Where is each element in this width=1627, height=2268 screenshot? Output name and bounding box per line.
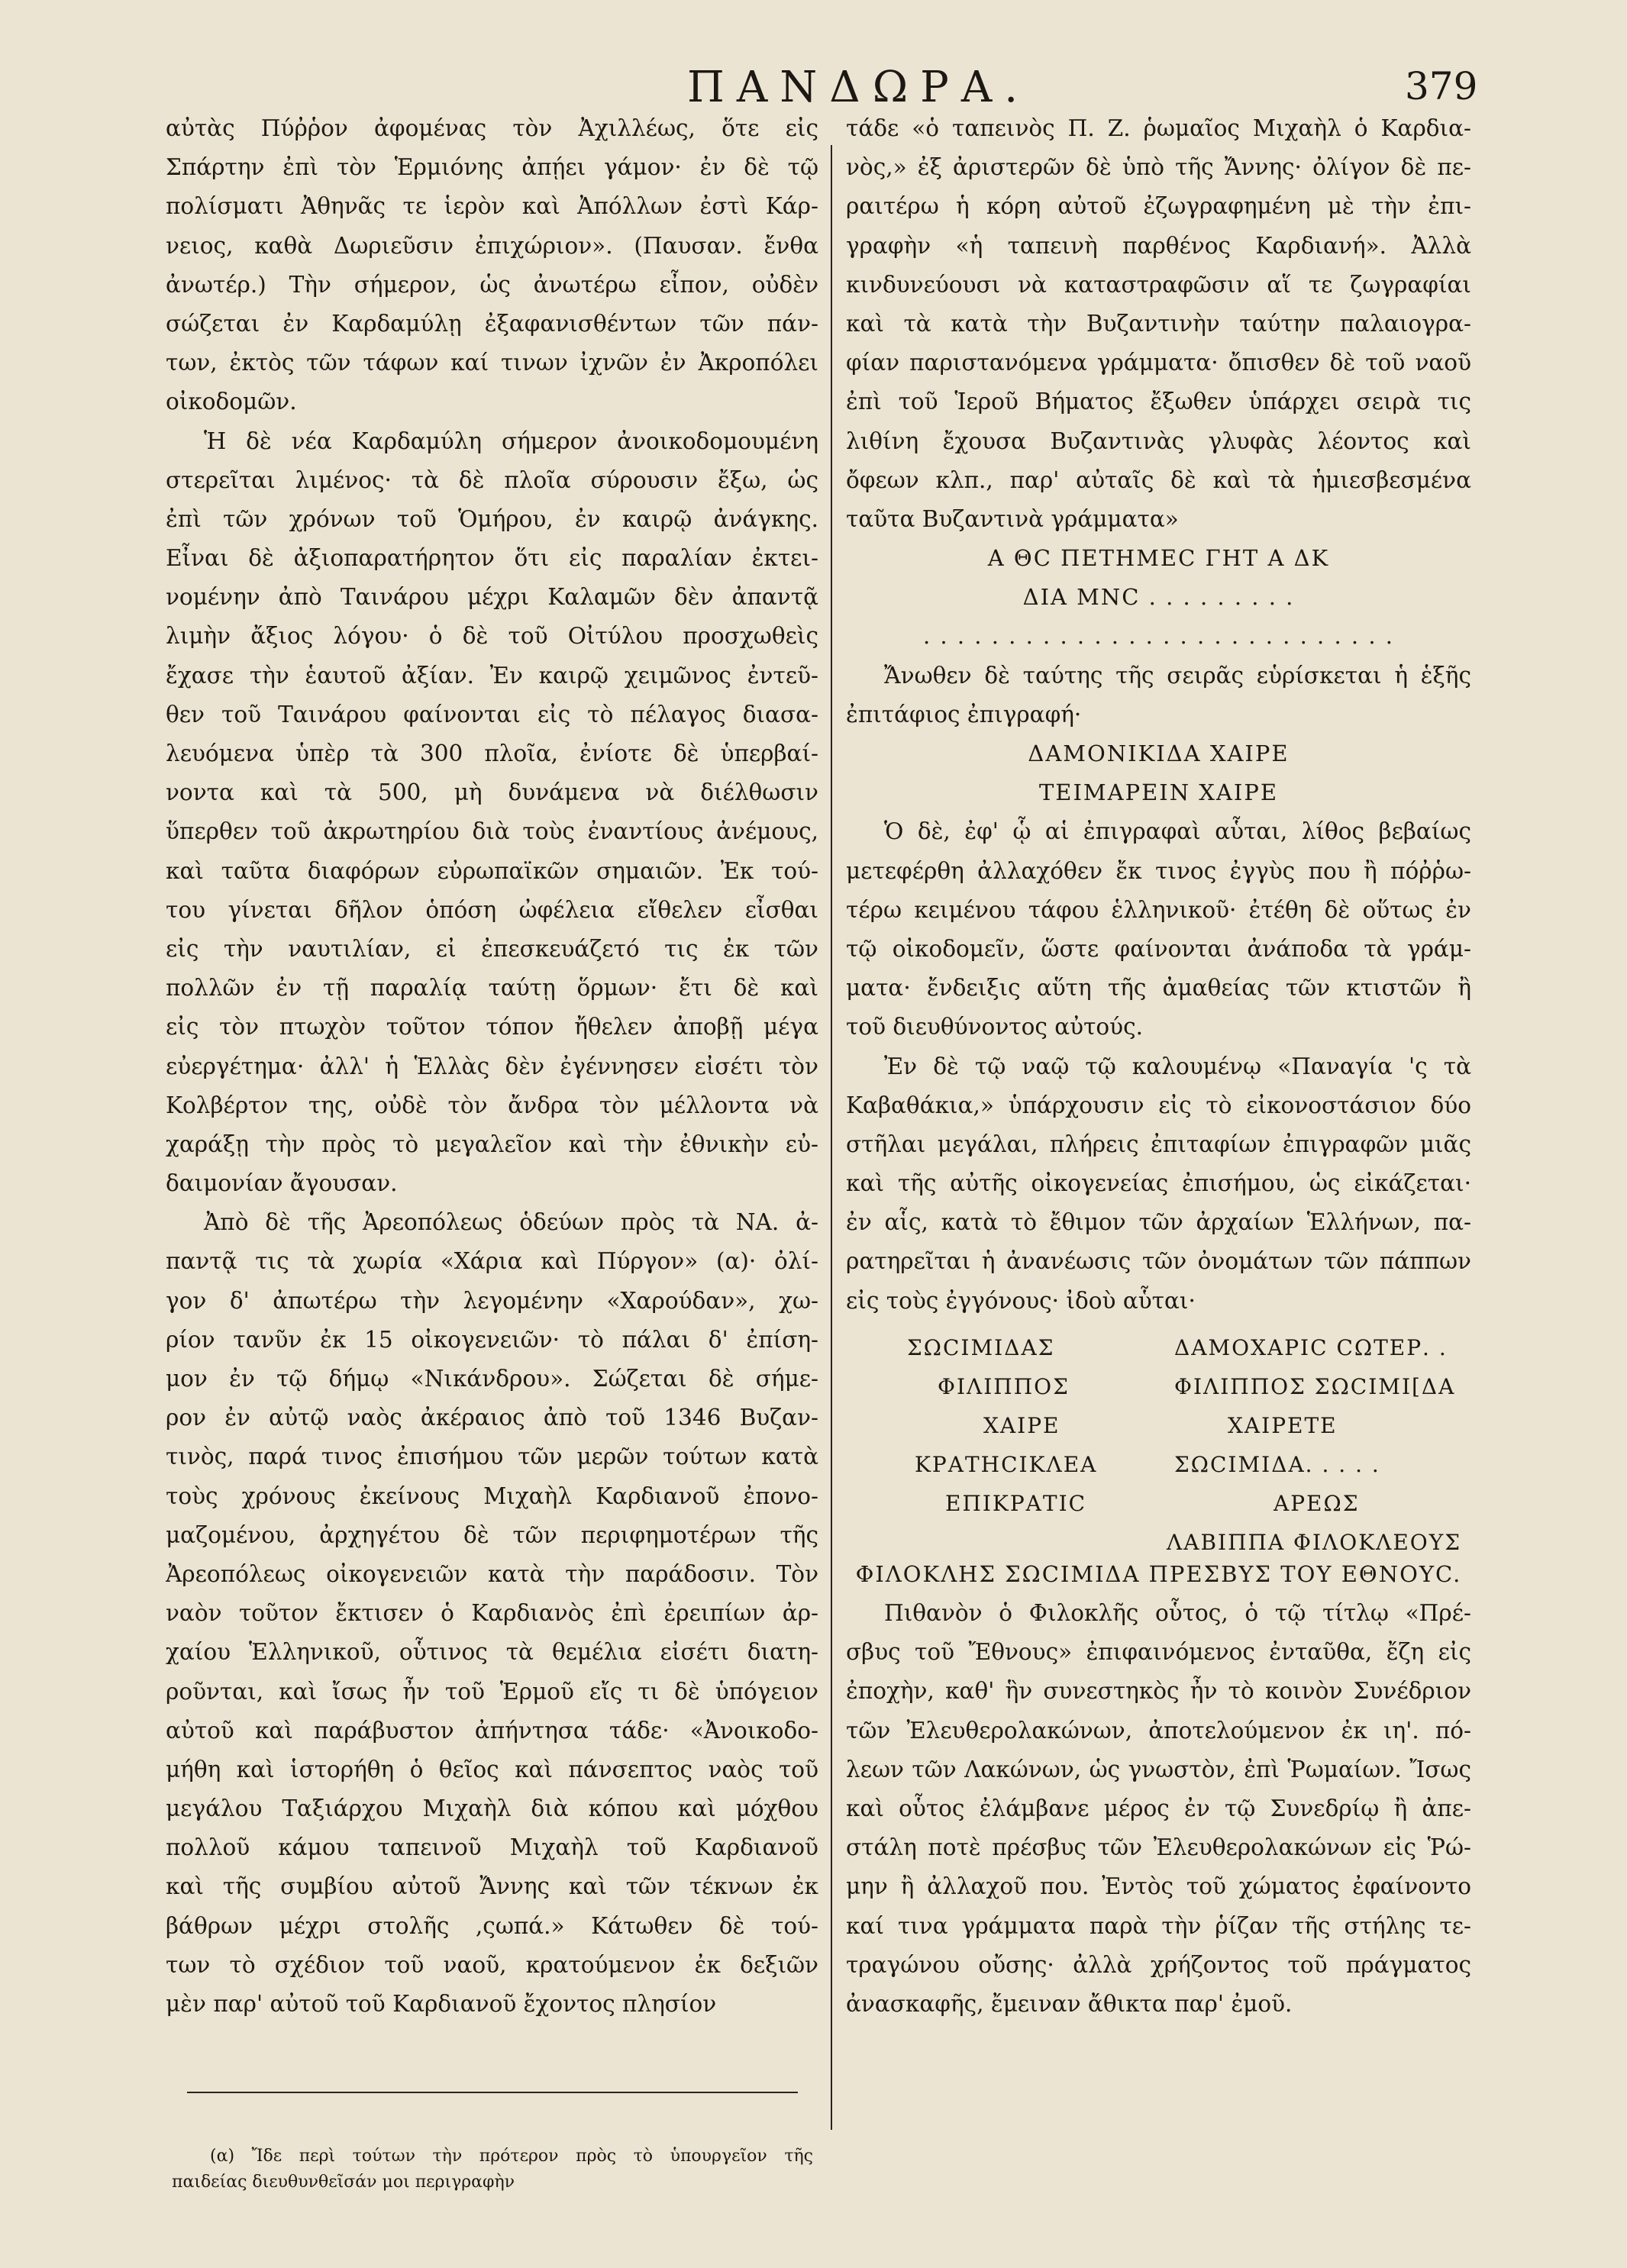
left-text-line: σώζεται ἐν Καρδαμύλῃ ἐξαφανισθέντων τῶν πάν-	[166, 310, 818, 337]
right-text-line: ἀνασκαφῆς, ἔμειναν ἄθικτα παρ' ἐμοῦ.	[846, 1990, 1293, 2017]
right-text-line: ραιτέρω ἡ κόρη αὐτοῦ ἐζωγραφημένη μὲ τὴν ἐπι-	[846, 193, 1471, 220]
left-text-line: ναὸν τοῦτον ἔκτισεν ὁ Καρδιανὸς ἐπὶ ἐρειπίων ἀρ-	[166, 1600, 818, 1627]
footnote-rule	[187, 2092, 798, 2093]
left-text-line: ἀνωτέρ.) Τὴν σήμερον, ὡς ἀνωτέρω εἶπον, οὐδὲν	[166, 271, 818, 298]
left-text-line: Εἶναι δὲ ἀξιοπαρατήρητον ὅτι εἰς παραλίαν ἐκτει-	[166, 545, 818, 572]
inscription-byzantine	[846, 539, 1471, 657]
right-text-line: Καβαθάκια,» ὑπάρχουσιν εἰς τὸ εἰκονοστάσιον δύο	[846, 1092, 1471, 1118]
stele-right-line: ΑΡΕΩΣ	[1274, 1490, 1360, 1516]
left-text-line: αὐτὰς Πύῤῥον ἀφομένας τὸν Ἀχιλλέως, ὅτε εἰς	[166, 115, 818, 141]
right-paragraph-1	[846, 109, 1471, 539]
right-text-line: λιθίνη ἔχουσα Βυζαντινὰς γλυφὰς λέοντος καὶ	[846, 427, 1471, 454]
left-text-line: ρον ἐν αὐτῷ ναὸς ἀκέραιος ἀπὸ τοῦ 1346 Βυζαν-	[166, 1405, 818, 1431]
footnote	[172, 2144, 813, 2195]
left-text-line: νομένην ἀπὸ Ταινάρου μέχρι Καλαμῶν δὲν ἀπαντᾷ	[166, 584, 818, 611]
right-text-line: τέρω κειμένου τάφου ἑλληνικοῦ· ἐτέθη δὲ οὕτως ἐν	[846, 896, 1471, 923]
right-text-line: στάλη ποτὲ πρέσβυς τῶν Ἐλευθερολακώνων εἰς Ῥώ-	[846, 1834, 1471, 1861]
right-text-line: καί τινα γράμματα παρὰ τὴν ῥίζαν τῆς στήλης τε-	[846, 1912, 1471, 1939]
right-text-line: Ἄνωθεν δὲ ταύτης τῆς σειρᾶς εὑρίσκεται ἡ ἑξῆς	[884, 662, 1471, 689]
right-text-line: Ὁ δὲ, ἐφ' ᾧ αἱ ἐπιγραφαὶ αὗται, λίθος βεβαίως	[884, 818, 1471, 845]
left-text-line: λευόμενα ὑπὲρ τὰ 300 πλοῖα, ἐνίοτε δὲ ὑπερβαί-	[166, 740, 818, 766]
right-text-line: τοῦ διευθύνοντος αὐτούς.	[846, 1014, 1144, 1040]
right-text-line: στῆλαι μεγάλαι, πλήρεις ἐπιταφίων ἐπιγραφῶν μιᾶς	[846, 1131, 1471, 1157]
left-column	[166, 109, 818, 2024]
left-text-line: γον δ' ἀπωτέρω τὴν λεγομένην «Χαρούδαν», χω-	[166, 1287, 818, 1314]
stele-right-line: ΦΙΛΙΠΠΟΣ ΣΩCΙΜΙ[ΔΑ	[1174, 1373, 1456, 1399]
left-text-line: πολλῶν ἐν τῇ παραλίᾳ ταύτῃ ὅρμων· ἔτι δὲ καὶ	[166, 975, 818, 1002]
right-text-line: ἐποχὴν, καθ' ἣν συνεστηκὸς ἦν τὸ κοινὸν Συνέδριον	[846, 1678, 1471, 1705]
right-text-line: τῶν Ἐλευθερολακώνων, ἀποτελούμενον ἐκ ιη'. πό-	[846, 1717, 1471, 1744]
inscription-line: ΤΕΙΜΑΡΕΙΝ ΧΑΙΡΕ	[1038, 779, 1279, 806]
left-text-line: Σπάρτην ἐπὶ τὸν Ἑρμιόνης ἀπῄει γάμον· ἐν δὲ τῷ	[166, 154, 818, 181]
right-text-line: ματα· ἔνδειξις αὕτη τῆς ἀμαθείας τῶν κτιστῶν ἢ	[846, 975, 1471, 1002]
left-text-line: εὐεργέτημα· ἀλλ' ἡ Ἑλλὰς δὲν ἐγέννησεν εἰσέτι τὸν	[166, 1053, 818, 1079]
right-text-line: Ἐν δὲ τῷ ναῷ τῷ καλουμένῳ «Παναγία 'ς τὰ	[884, 1053, 1471, 1079]
right-text-line: τραγώνου οὔσης· ἀλλὰ χρήζοντος τοῦ πράγματος	[846, 1951, 1471, 1978]
right-text-line: ἐπιτάφιος ἐπιγραφή·	[846, 701, 1082, 728]
left-text-line: Ἡ δὲ νέα Καρδαμύλη σήμερον ἀνοικοδομουμένη	[204, 427, 818, 454]
left-text-line: βάθρων μέχρι στολῆς ,ςωπά.» Κάτωθεν δὲ τού-	[166, 1912, 818, 1939]
footnote-line: παιδείας διευθυνθεῖσάν μοι περιγραφὴν	[172, 2173, 515, 2192]
left-text-line: στερεῖται λιμένος· τὰ δὲ πλοῖα σύρουσιν ἔξω, ὡς	[166, 466, 818, 493]
stele-left-line: ΕΠΙΚΡΑΤΙC	[945, 1490, 1087, 1516]
left-text-line: εἰς τὸν πτωχὸν τοῦτον τόπον ἤθελεν ἀποβῇ μέγα	[166, 1014, 818, 1040]
right-paragraph-3	[846, 812, 1471, 1047]
right-text-line: τῷ οἰκοδομεῖν, ὥστε φαίνονται ἀνάποδα τὰ γράμ-	[846, 935, 1471, 962]
stele-left-line: ΦΙΛΙΠΠΟΣ	[938, 1373, 1070, 1399]
column-divider	[831, 145, 832, 2130]
left-text-line: εἰς τὴν ναυτιλίαν, εἰ ἐπεσκευάζετό τις ἐκ τῶν	[166, 935, 818, 962]
left-text-line: καὶ τῆς συμβίου αὐτοῦ Ἄννης καὶ τῶν τέκνων ἐκ	[166, 1873, 818, 1900]
stele-left-line: ΚΡΑΤΗCΙΚΛΕΑ	[915, 1451, 1098, 1477]
right-text-line: σβυς τοῦ Ἔθνους» ἐπιφαινόμενος ἐνταῦθα, ἔζη εἰς	[846, 1639, 1471, 1666]
left-text-line: οἰκοδομῶν.	[166, 389, 297, 415]
left-text-line: μὲν παρ' αὐτοῦ τοῦ Καρδιανοῦ ἔχοντος πλησίον	[166, 1991, 717, 2017]
right-text-line: κινδυνεύουσι νὰ καταστραφῶσιν αἵ τε ζωγραφίαι	[846, 271, 1471, 298]
left-text-line: ὕπερθεν τοῦ ἀκρωτηρίου διὰ τοὺς ἐναντίους ἀνέμους,	[166, 818, 818, 845]
left-text-line: μήθη καὶ ἱστορήθη ὁ θεῖος καὶ πάνσεπτος ναὸς τοῦ	[166, 1756, 818, 1782]
left-text-line: μαζομένου, ἀρχηγέτου δὲ τῶν περιφημοτέρων τῆς	[166, 1521, 818, 1548]
left-text-line: ροῦνται, καὶ ἴσως ἦν τοῦ Ἑρμοῦ εἴς τι δὲ ὑπόγειον	[166, 1678, 818, 1705]
right-text-line: νὸς,» ἐξ ἀριστερῶν δὲ ὑπὸ τῆς Ἄννης· ὀλίγον δὲ πε-	[846, 154, 1471, 181]
stele-right-line: ΔΑΜΟΧΑΡΙC CΩΤΕΡ. .	[1174, 1334, 1448, 1360]
left-text-line: δαιμονίαν ἄγουσαν.	[166, 1170, 398, 1197]
left-text-line: αὐτοῦ καὶ παράβυστον ἀπήντησα τάδε· «Ἀνοικοδο-	[166, 1717, 818, 1744]
left-text-line: ρίον τανῦν ἐκ 15 οἰκογενειῶν· τὸ πάλαι δ' ἐπίση-	[166, 1326, 818, 1353]
left-text-line: νειος, καθὰ Δωριεῦσιν ἐπιχώριον». (Παυσαν. ἔνθα	[166, 232, 818, 259]
left-text-line: θεν τοῦ Ταινάρου φαίνονται εἰς τὸ πέλαγος διασα-	[166, 701, 818, 728]
left-text-line: παντᾷ τις τὰ χωρία «Χάρια καὶ Πύργον» (α)· ὀλί-	[166, 1248, 818, 1275]
running-title: ΠΑΝΔΩΡΑ.	[687, 63, 1031, 112]
right-text-line: μετεφέρθη ἀλλαχόθεν ἔκ τινος ἐγγὺς που ἢ πόῤῥω-	[846, 857, 1471, 884]
right-text-line: γραφὴν «ἡ ταπεινὴ παρθένος Καρδιανή». Ἀλλὰ	[846, 232, 1471, 259]
page-number: 379	[1405, 64, 1478, 108]
right-column	[846, 109, 1471, 2024]
footnote-line: (α) Ἴδε περὶ τούτων τὴν πρότερον πρὸς τὸ ὑπουργεῖον τῆς	[210, 2147, 813, 2166]
left-text-line: των, ἐκτὸς τῶν τάφων καί τινων ἰχνῶν ἐν Ἀκροπόλει	[166, 350, 818, 376]
left-text-line: χαράξῃ τὴν πρὸς τὸ μεγαλεῖον καὶ τὴν ἐθνικὴν εὐ-	[166, 1131, 818, 1157]
right-text-line: λεων τῶν Λακώνων, ὡς γνωστὸν, ἐπὶ Ῥωμαίων. Ἴσως	[846, 1756, 1471, 1782]
right-text-line: φίαν παριστανόμενα γράμματα· ὄπισθεν δὲ τοῦ ναοῦ	[846, 350, 1471, 376]
left-text-line: Κολβέρτον της, οὐδὲ τὸν ἄνδρα τὸν μέλλοντα νὰ	[166, 1092, 818, 1118]
left-text-line: μον ἐν τῷ δήμῳ «Νικάνδρου». Σώζεται δὲ σήμε-	[166, 1366, 818, 1392]
inscription-line: . . . . . . . . . . . . . . . . . . . . . . . . . . . .	[922, 623, 1394, 650]
right-paragraph-5	[846, 1594, 1471, 2024]
right-text-line: ταῦτα Βυζαντινὰ γράμματα»	[846, 505, 1179, 532]
left-text-line: χαίου Ἑλληνικοῦ, οὗτινος τὰ θεμέλια εἰσέτι διατη-	[166, 1639, 818, 1666]
right-text-line: τάδε «ὁ ταπεινὸς Π. Ζ. ῥωμαῖος Μιχαὴλ ὁ Καρδια-	[846, 115, 1471, 141]
stele-right-line: ΛΑΒΙΠΠΑ ΦΙΛΟΚΛΕΟΥΣ	[1167, 1529, 1462, 1555]
left-text-line: πολίσματι Ἀθηνᾶς τε ἱερὸν καὶ Ἀπόλλων ἐστὶ Κάρ-	[166, 193, 818, 220]
right-text-line: ἐν αἷς, κατὰ τὸ ἔθιμον τῶν ἀρχαίων Ἑλλήνων, πα-	[846, 1209, 1471, 1236]
stele-bottom-line: ΦΙΛΟΚΛΗΣ ΣΩCΙΜΙΔΑ ΠΡΕΣΒΥΣ ΤΟΥ ΕΘΝΟΥC.	[855, 1560, 1462, 1587]
left-text-line: μεγάλου Ταξιάρχου Μιχαὴλ διὰ κόπου καὶ μόχθου	[166, 1795, 818, 1822]
left-text-line: Ἀρεοπόλεως οἰκογενειῶν κατὰ τὴν παράδοσιν. Τὸν	[166, 1560, 818, 1587]
right-text-line: καὶ τὰ κατὰ τὴν Βυζαντινὴν ταύτην παλαιογρα-	[846, 310, 1471, 337]
right-paragraph-2	[846, 657, 1471, 734]
inscription-line: ΔΑΜΟΝΙΚΙΔΑ ΧΑΙΡΕ	[1028, 740, 1290, 766]
left-text-line: Ἀπὸ δὲ τῆς Ἀρεοπόλεως ὁδεύων πρὸς τὰ ΝΑ. ἀ-	[204, 1209, 818, 1236]
right-text-line: ἐπὶ τοῦ Ἱεροῦ Βήματος ἔξωθεν ὑπάρχει σειρὰ τις	[846, 389, 1471, 415]
stele-right-line: ΣΩCΙΜΙΔΑ. . . . .	[1174, 1451, 1380, 1477]
right-text-line: ὄφεων κλπ., παρ' αὐταῖς δὲ καὶ τὰ ἡμιεσβεσμένα	[846, 466, 1471, 493]
left-text-line: του γίνεται δῆλον ὁπόση ὠφέλεια εἴθελεν εἶσθαι	[166, 896, 818, 923]
stele-right-line: ΧΑΙΡΕΤΕ	[1228, 1412, 1338, 1438]
left-text-line: ἐπὶ τῶν χρόνων τοῦ Ὁμήρου, ἐν καιρῷ ἀνάγκης.	[166, 505, 818, 532]
right-text-line: ρατηρεῖται ἡ ἀνανέωσις τῶν ὀνομάτων τῶν πάππων	[846, 1248, 1471, 1275]
inscription-stelae	[846, 1321, 1471, 1555]
right-text-line: καὶ οὗτος ἐλάμβανε μέρος ἐν τῷ Συνεδρίῳ ἢ ἀπε-	[846, 1795, 1471, 1821]
stele-left-line: ΧΑΙΡΕ	[983, 1412, 1060, 1438]
stele-left-line: ΣΩCΙΜΙΔΑΣ	[907, 1334, 1055, 1360]
right-paragraph-4	[846, 1047, 1471, 1321]
left-text-line: καὶ ταῦτα διαφόρων εὐρωπαϊκῶν σημαιῶν. Ἐκ τού-	[166, 857, 818, 884]
left-text-line: τοὺς χρόνους ἐκείνους Μιχαὴλ Καρδιανοῦ ἐπονο-	[166, 1482, 818, 1509]
left-text-line: ἔχασε τὴν ἑαυτοῦ ἀξίαν. Ἐν καιρῷ χειμῶνος ἐντεῦ-	[166, 662, 818, 689]
right-text-line: εἰς τοὺς ἐγγόνους· ἰδοὺ αὗται·	[846, 1287, 1196, 1314]
inscription-line: ΔΙΑ ΜΝC . . . . . . . . .	[1022, 584, 1295, 611]
right-text-line: Πιθανὸν ὁ Φιλοκλῆς οὗτος, ὁ τῷ τίτλῳ «Πρέ-	[884, 1600, 1471, 1626]
right-text-line: καὶ τῆς αὐτῆς οἰκογενείας ἐπισήμου, ὡς εἰκάζεται·	[846, 1170, 1471, 1197]
left-text-line: τινὸς, παρά τινος ἐπισήμου τῶν μερῶν τούτων κατὰ	[166, 1444, 818, 1470]
left-text-line: λιμὴν ἄξιος λόγου· ὁ δὲ τοῦ Οἰτύλου προσχωθεὶς	[166, 623, 818, 650]
inscription-epitaph	[846, 734, 1471, 812]
left-text-line: πολλοῦ κάμου ταπεινοῦ Μιχαὴλ τοῦ Καρδιανοῦ	[166, 1834, 818, 1861]
right-text-line: μην ἢ ἀλλαχοῦ που. Ἐντὸς τοῦ χώματος ἐφαίνοντο	[846, 1873, 1471, 1900]
left-text-line: των τὸ σχέδιον τοῦ ναοῦ, κρατούμενον ἐκ δεξιῶν	[166, 1951, 818, 1978]
inscription-line: Α ΘC ΠΕΤΗΜΕC ΓΗΤ Α ΔΚ	[987, 545, 1330, 572]
left-text-line: νοντα καὶ τὰ 500, μὴ δυνάμενα νὰ διέλθωσιν	[166, 779, 818, 806]
